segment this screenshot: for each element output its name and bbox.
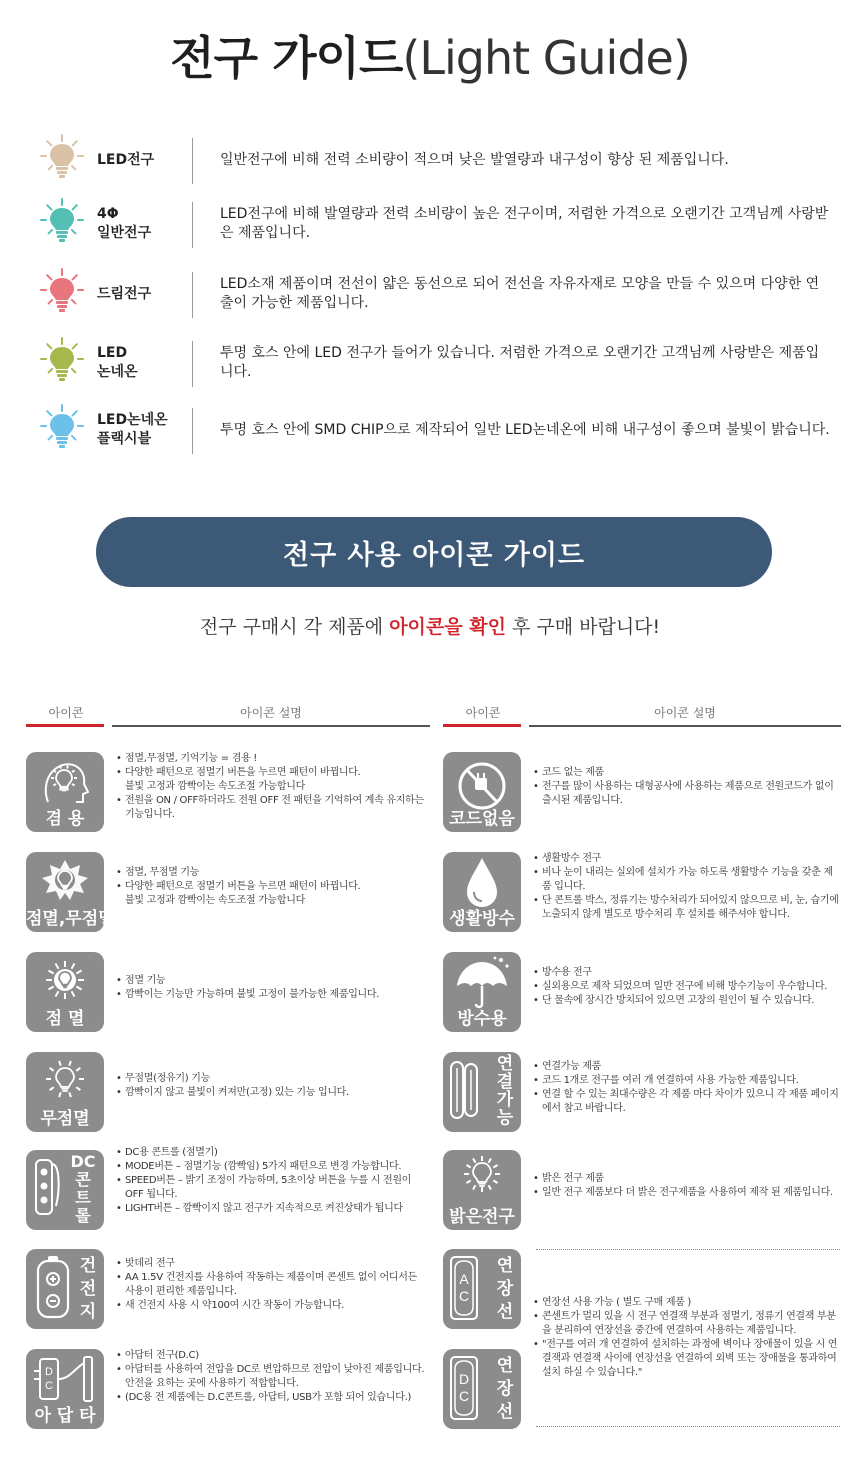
description-line: • 단 콘트롤 박스, 정류기는 방수처리가 되어있지 않으므로 비, 눈, 습기에 노출되지 않게 별도로 방수처리 후 설치를 해주셔야 합니다. <box>533 894 841 922</box>
right-column-header <box>443 704 841 728</box>
umbrella-tile <box>443 952 521 1032</box>
header-accent-line <box>443 724 521 727</box>
bulb-type-description: 일반전구에 비해 전력 소비량이 적으며 낮은 발열량과 내구성이 향상 된 제품입니다. <box>220 151 729 168</box>
desc-column-heading: 아이콘 설명 <box>654 706 716 720</box>
icon-description <box>116 1146 428 1216</box>
bulb-type-name: LED전구 <box>97 151 155 168</box>
row-separator <box>192 202 193 248</box>
tile-label: 방수용 <box>457 1009 507 1029</box>
tile-label: 연 장 선 <box>496 1356 514 1422</box>
light-bulb-icon <box>40 405 84 455</box>
purchase-notice <box>0 612 860 639</box>
light-bulb-icon <box>40 338 84 388</box>
icon-description <box>116 752 428 822</box>
header-accent-line <box>26 724 104 727</box>
bulb-type-name: LED논네온 플랙시블 <box>97 412 168 447</box>
icon-guide-item <box>443 1150 843 1240</box>
icon-description <box>116 866 428 908</box>
bulb-type-description: 투명 호스 안에 LED 전구가 들어가 있습니다. 저렴한 가격으로 오랜기간 고객님께 사랑받은 제품입니다. <box>220 345 820 380</box>
description-line: • 점멸, 무점멸 기능 <box>116 866 428 880</box>
light-bulb-icon <box>40 199 84 249</box>
bulb-type-description: 투명 호스 안에 SMD CHIP으로 제작되어 일반 LED논네온에 비해 내구성이 좋으며 불빛이 밝습니다. <box>220 421 830 438</box>
tile-sub-label: A C <box>458 1271 470 1304</box>
description-line: • 생활방수 전구 <box>533 852 841 866</box>
left-column-header <box>26 704 430 728</box>
description-line: • 다양한 패턴으로 점멸기 버튼을 누르면 패턴이 바뀝니다. 불빛 고정과 깜빡이는 속도조절 가능합니다 <box>116 766 428 794</box>
icon-guide-item <box>443 1052 843 1142</box>
tile-label: 연 결 가 능 <box>496 1054 514 1128</box>
description-line: • SPEED버튼 – 밝기 조정이 가능하며, 5초이상 버튼을 누를 시 전원이 OFF 됩니다. <box>116 1174 428 1202</box>
notice-highlight: 아이콘을 확인 <box>389 616 506 638</box>
icon-guide-item <box>26 1349 431 1439</box>
description-line: • 연결 할 수 있는 최대수량은 각 제품 마다 차이가 있으니 각 제품 페이지에서 참고 바랍니다. <box>533 1088 841 1116</box>
icon-guide-item <box>26 1147 431 1240</box>
description-line: • DC용 콘트롤 (점멸기) <box>116 1146 428 1160</box>
svg-text:D: D <box>45 1366 53 1378</box>
icon-description <box>533 1060 841 1116</box>
description-line: • 전구를 많이 사용하는 대형공사에 사용하는 제품으로 전원코드가 없이 출시된 제품입니다. <box>533 780 841 808</box>
icon-guide-item <box>26 852 431 942</box>
description-line: • LIGHT버튼 – 깜빡이지 않고 전구가 지속적으로 켜진상태가 됩니다 <box>116 1202 428 1216</box>
description-line: • 코드 없는 제품 <box>533 766 841 780</box>
dc-extension-cord-tile <box>443 1349 521 1429</box>
icon-guide-item <box>26 952 431 1042</box>
icon-column-heading: 아이콘 <box>48 706 84 720</box>
header-divider <box>112 725 430 727</box>
head-bulb-tile <box>26 752 104 832</box>
row-separator <box>192 272 193 318</box>
icon-description <box>116 1349 428 1405</box>
description-line: • 깜빡이는 기능만 가능하며 불빛 고정이 불가능한 제품입니다. <box>116 988 428 1002</box>
description-line: • 콘센트가 멀리 있을 시 전구 연결잭 부분과 점멸기, 정류기 연결잭 부분을 분리하여 연장선을 중간에 연결하여 사용하는 제품입니다. <box>533 1310 841 1338</box>
description-line: • 밧데리 전구 <box>116 1257 428 1271</box>
icon-guide-item <box>443 852 843 942</box>
tile-sub-label: D C <box>458 1371 470 1404</box>
dc-controller-tile <box>26 1150 104 1230</box>
tile-label: 연 장 선 <box>496 1256 514 1322</box>
description-line: • 방수용 전구 <box>533 966 841 980</box>
steady-bulb-tile <box>26 1052 104 1132</box>
notice-before: 전구 구매시 각 제품에 <box>199 616 390 638</box>
icon-guide-item <box>443 952 843 1042</box>
light-bulb-icon <box>40 269 84 319</box>
dotted-divider <box>536 1249 840 1250</box>
starburst-bulb-tile <box>26 852 115 932</box>
icon-description <box>116 1072 428 1100</box>
description-line: • 단 물속에 장시간 방치되어 있으면 고장의 원인이 될 수 있습니다. <box>533 994 841 1008</box>
bulb-type-name: LED 논네온 <box>97 345 138 380</box>
bulb-type-description: LED전구에 비해 발열량과 전력 소비량이 높은 전구이며, 저렴한 가격으로 오랜기간 고객님께 사랑받은 제품입니다. <box>220 206 829 241</box>
light-bulb-icon <box>40 135 84 185</box>
description-line: • 아답터를 사용하여 전압을 DC로 변압하므로 전압이 낮아진 제품입니다. 안전을 요하는 곳에 사용하기 적합합니다. <box>116 1363 428 1391</box>
bulb-type-description: LED소재 제품이며 전선이 얇은 동선으로 되어 전선을 자유자재로 모양을 만들 수 있으며 다양한 연출이 가능한 제품입니다. <box>220 276 820 311</box>
icon-guide-item <box>26 1249 431 1339</box>
no-plug-tile <box>443 752 521 832</box>
icon-column-heading: 아이콘 <box>465 706 501 720</box>
tile-label: 점 멸 <box>45 1009 85 1029</box>
bulb-type-row <box>40 335 830 391</box>
bulb-type-row <box>40 266 830 322</box>
bulb-type-row <box>40 132 830 188</box>
tile-label: 밝은전구 <box>449 1207 515 1227</box>
tile-label: 무점멸 <box>40 1109 90 1129</box>
icon-description <box>533 966 841 1008</box>
icon-description <box>116 974 428 1002</box>
row-separator <box>192 408 193 454</box>
page-title <box>0 22 860 88</box>
bulb-type-row <box>40 196 830 252</box>
description-line: • 연장선 사용 가능 ( 별도 구매 제품 ) <box>533 1296 841 1310</box>
row-separator <box>192 341 193 387</box>
description-line: • 다양한 패턴으로 점멸기 버튼을 누르면 패턴이 바뀝니다. 불빛 고정과 깜빡이는 속도조절 가능합니다 <box>116 880 428 908</box>
description-line: • 무점멸(정유기) 기능 <box>116 1072 428 1086</box>
description-line: • MODE버튼 – 점멸기능 (깜빡임) 5가지 패턴으로 변경 가능합니다. <box>116 1160 428 1174</box>
page-title-ko: 전구 가이드 <box>170 31 403 85</box>
description-line: • 아답터 전구(D.C) <box>116 1349 428 1363</box>
adapter-tile <box>26 1349 104 1429</box>
icon-guide-item <box>26 752 431 842</box>
header-divider <box>529 725 841 727</box>
svg-text:C: C <box>45 1380 53 1392</box>
icon-guide-banner-label: 전구 사용 아이콘 가이드 <box>282 539 586 571</box>
tile-label: 코드없음 <box>449 809 515 829</box>
description-line: • AA 1.5V 건전지를 사용하여 작동하는 제품이며 콘센트 없이 어디서든 사용이 편리한 제품입니다. <box>116 1271 428 1299</box>
bright-bulb-tile <box>443 1150 521 1230</box>
bulb-type-name: 4Φ 일반전구 <box>97 206 152 241</box>
description-line: • 밝은 전구 제품 <box>533 1172 841 1186</box>
tile-label: 아 답 타 <box>34 1406 96 1426</box>
notice-after: 후 구매 바랍니다! <box>505 616 661 638</box>
tile-label: 겸 용 <box>45 809 85 829</box>
description-line: • 연결가능 제품 <box>533 1060 841 1074</box>
extension-note-lines <box>533 1296 841 1380</box>
tile-label: DC 콘 트 롤 <box>70 1152 96 1225</box>
bulb-type-row <box>40 402 830 458</box>
desc-column-heading: 아이콘 설명 <box>240 706 302 720</box>
tile-label: 점멸,무점멸 <box>26 909 115 929</box>
ac-extension-cord-tile <box>443 1249 521 1329</box>
dotted-divider <box>536 1426 840 1427</box>
battery-tile <box>26 1249 104 1329</box>
icon-guide-item <box>443 752 843 842</box>
description-line: • 깜빡이지 않고 불빛이 켜져만(고정) 있는 기능 입니다. <box>116 1086 428 1100</box>
description-line: • 전원을 ON / OFF하더라도 전원 OFF 전 패턴을 기억하여 계속 유지하는 기능입니다. <box>116 794 428 822</box>
tile-label: 생활방수 <box>449 909 515 929</box>
description-line: • 코드 1개로 전구를 여러 개 연결하여 사용 가능한 제품입니다. <box>533 1074 841 1088</box>
description-line: • (DC용 전 제품에는 D.C콘트롤, 아답터, USB가 포함 되어 있습니다.) <box>116 1391 428 1405</box>
connector-tile <box>443 1052 521 1132</box>
description-line: • 실외용으로 제작 되었으며 일반 전구에 비해 방수기능이 우수합니다. <box>533 980 841 994</box>
description-line: • "전구를 여러 개 연결하여 설치하는 과정에 벽이나 장애물이 있을 시 연결잭과 연결잭 사이에 연장선을 연결하여 외벽 또는 장애물을 통과하여 설치 하실 수 있습니다." <box>533 1338 841 1380</box>
description-line: • 점멸,무점멸, 기억기능 = 겸용 ! <box>116 752 428 766</box>
icon-description <box>533 852 841 922</box>
icon-guide-item <box>26 1052 431 1142</box>
icon-guide-banner <box>96 517 772 587</box>
page-title-en: (Light Guide) <box>402 31 690 85</box>
description-line: • 일반 전구 제품보다 더 밝은 전구제품을 사용하여 제작 된 제품입니다. <box>533 1186 841 1200</box>
bulb-type-name: 드림전구 <box>97 285 152 302</box>
row-separator <box>192 138 193 184</box>
description-line: • 새 건전지 사용 시 약100여 시간 작동이 가능합니다. <box>116 1299 428 1313</box>
description-line: • 비나 눈이 내리는 실외에 설치가 가능 하도록 생활방수 기능을 갖춘 제품 입니다. <box>533 866 841 894</box>
water-drop-tile <box>443 852 521 932</box>
icon-description <box>116 1257 428 1313</box>
icon-description <box>533 766 841 808</box>
flash-bulb-tile <box>26 952 104 1032</box>
tile-label: 건 전 지 <box>79 1256 97 1322</box>
description-line: • 점멸 기능 <box>116 974 428 988</box>
icon-description <box>533 1172 841 1200</box>
